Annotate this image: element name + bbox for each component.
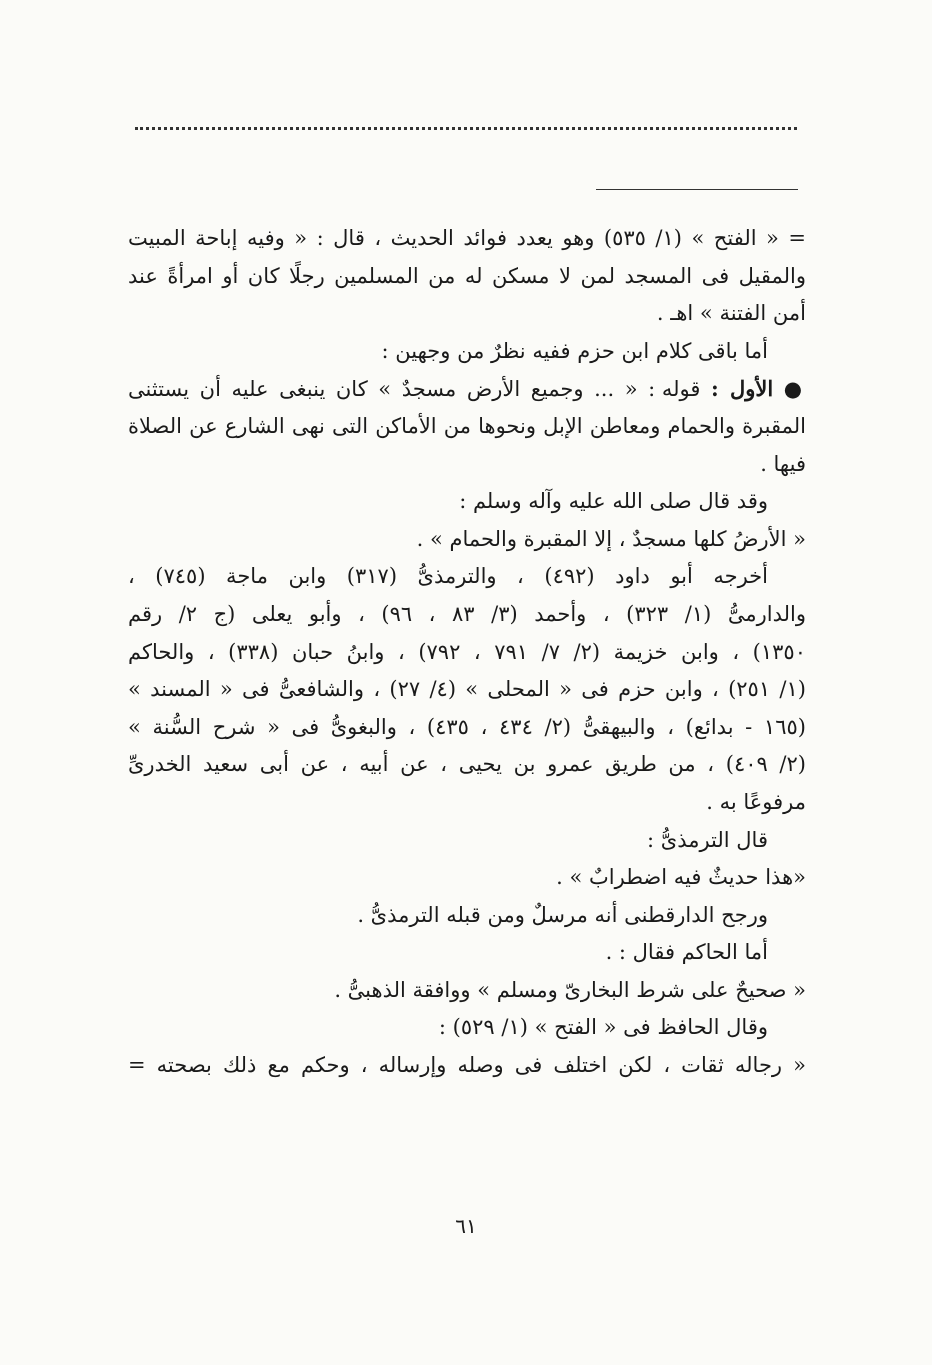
first-point-text: قوله : « ... وجميع الأرض مسجدٌ » كان ينبغى عليه أن يستثنى	[128, 377, 701, 402]
first-point-label: الأول :	[711, 376, 774, 402]
text-line-4: أما باقى كلام ابن حزم ففيه نظرٌ من وجهين :	[381, 338, 768, 363]
text-line-12: ١٣٥٠) ، وابن خزيمة (٢/ ٧/ ٧٩١ ، ٧٩٢) ، وابنُ حبان (٣٣٨) ، والحاكم	[128, 639, 806, 664]
dotted-separator	[135, 127, 797, 130]
text-line-17: قال الترمذىُّ :	[647, 827, 768, 852]
text-line-23: « رجاله ثقات ، لكن اختلف فى وصله وإرساله ، وحكم مع ذلك بصحته =	[128, 1053, 806, 1078]
text-line-14: (١٦٥ - بدائع) ، والبيهقىُّ (٢/ ٤٣٤ ، ٤٣٥) ، والبغوىُّ فى « شرح السُّنة »	[128, 714, 806, 739]
text-line-6: المقبرة والحمام ومعاطن الإبل ونحوها من الأماكن التى نهى الشارع عن الصلاة	[128, 413, 806, 438]
text-line-11: والدارمىُّ (١/ ٣٢٣) ، وأحمد (٣/ ٨٣ ، ٩٦) ، وأبو يعلى (ج ٢/ رقم	[128, 601, 806, 626]
text-line-3: أمن الفتنة » اهـ .	[656, 301, 806, 326]
text-line-10: أخرجه أبو داود (٤٩٢) ، والترمذىُّ (٣١٧) وابن ماجة (٧٤٥) ،	[128, 564, 769, 589]
text-line-7: فيها .	[760, 451, 806, 476]
page-number: ٦١	[455, 1214, 477, 1238]
text-line-9: « الأرضُ كلها مسجدٌ ، إلا المقبرة والحمام » .	[416, 526, 806, 551]
text-line-15: (٢/ ٤٠٩) ، من طريق عمرو بن يحيى ، عن أبيه ، عن أبى سعيد الخدرىِّ	[128, 752, 806, 777]
text-line-18: «هذا حديثٌ فيه اضطرابٌ » .	[556, 865, 806, 890]
text-line-13: (١/ ٢٥١) ، وابن حزم فى « المحلى » (٤/ ٢٧) ، والشافعىُّ فى « المسند »	[128, 677, 806, 702]
bullet-icon: ●	[783, 376, 806, 402]
body-text	[128, 220, 806, 1085]
text-line-8: وقد قال صلى الله عليه وآله وسلم :	[459, 489, 768, 514]
text-line-2: والمقيل فى المسجد لمن لا مسكن له من المسلمين رجلًا كان أو امرأةً عند	[128, 263, 806, 288]
text-line-20: أما الحاكم فقال : .	[605, 940, 768, 965]
footnote-rule	[596, 189, 798, 190]
text-line-19: ورجح الدارقطنى أنه مرسلٌ ومن قبله الترمذىُّ .	[357, 902, 768, 927]
text-line-1: = « الفتح » (١/ ٥٣٥) وهو يعدد فوائد الحديث ، قال : « وفيه إباحة المبيت	[128, 226, 806, 250]
text-line-21: « صحيحٌ على شرط البخارىّ ومسلم » ووافقة الذهبىُّ .	[334, 977, 806, 1002]
text-line-16: مرفوعًا به .	[706, 789, 806, 814]
text-line-5	[128, 370, 806, 408]
text-line-22: وقال الحافظ فى « الفتح » (١/ ٥٢٩) :	[438, 1015, 768, 1040]
